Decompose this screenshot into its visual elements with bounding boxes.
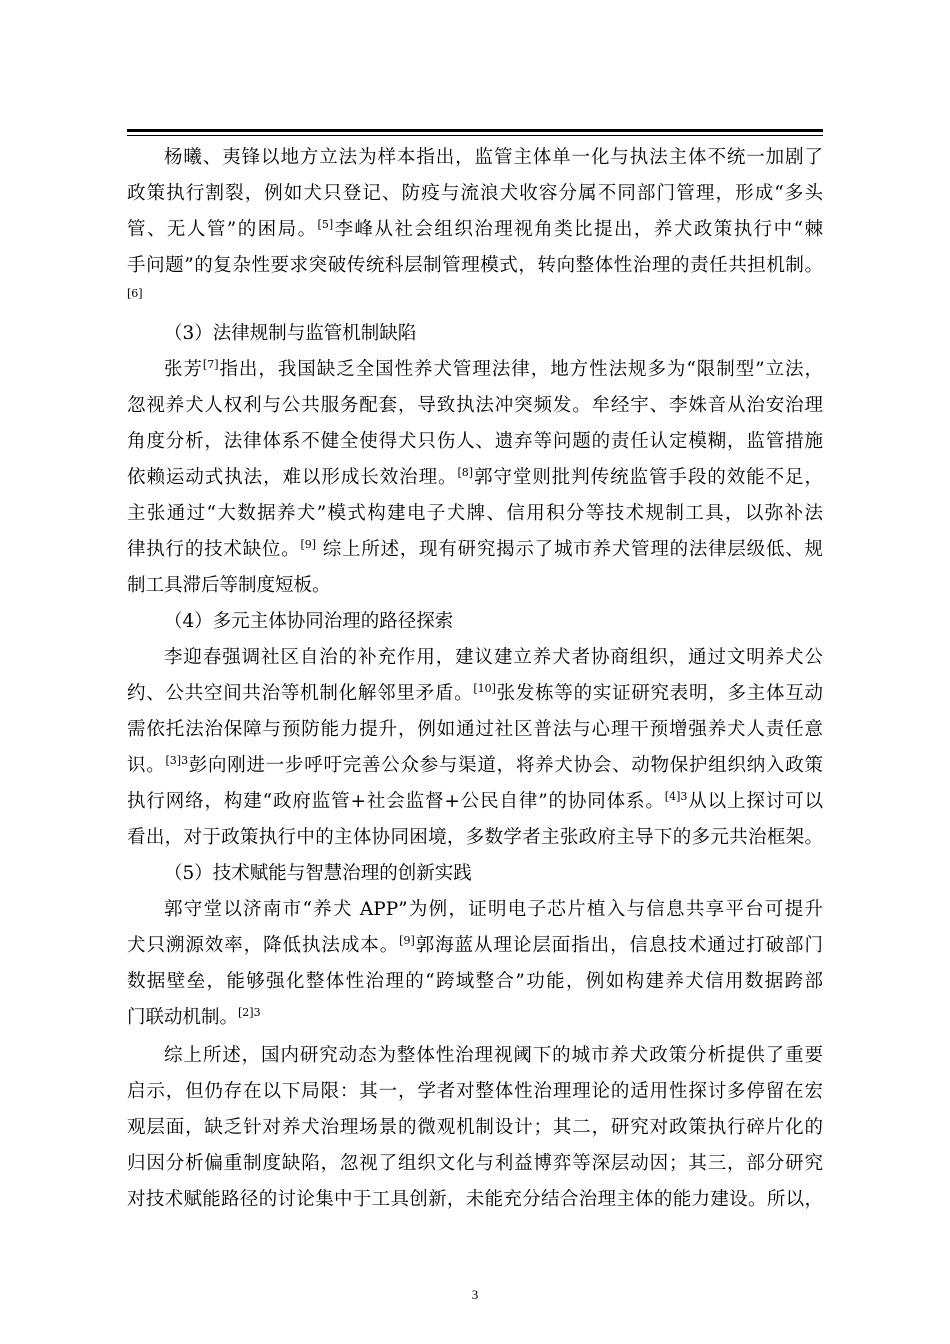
citation-superscript: [2]3 <box>238 1006 261 1019</box>
line-text: 识。 <box>127 755 166 776</box>
line-text: 门联动机制。 <box>127 1007 239 1028</box>
line-text: 执行网络，构建“政府监管+社会监督+公民自律”的协同体系。 <box>127 791 665 812</box>
line-text: 指出，我国缺乏全国性养犬管理法律，地方性法规多为“限制型”立法， <box>218 359 823 380</box>
line-text: 看出，对于政策执行中的主体协同困境，多数学者主张政府主导下的多元共治框架。 <box>127 827 823 848</box>
line-text: 政策执行割裂，例如犬只登记、防疫与流浪犬收容分属不同部门管理，形成“多头 <box>127 183 823 204</box>
section-heading-3: （3）法律规制与监管机制缺陷 <box>164 323 417 344</box>
paragraph-line <box>127 641 823 675</box>
header-rule-thick <box>127 129 823 132</box>
line-text: 观层面，缺乏针对养犬治理场景的微观机制设计；其二，研究对政策执行碎片化的 <box>127 1117 823 1138</box>
paragraph-line <box>127 965 823 999</box>
header-rule-thin <box>127 135 823 136</box>
line-text: 张芳 <box>164 359 203 380</box>
citation-superscript: [3]3 <box>165 754 189 767</box>
line-text: 杨曦、夷锋以地方立法为样本指出，监管主体单一化与执法主体不统一加剧了 <box>164 147 823 168</box>
line-text: 管、无人管”的困局。 <box>127 219 318 240</box>
line-text: 郭守堂则批判传统监管手段的效能不足， <box>473 467 823 488</box>
paragraph-line <box>127 713 823 747</box>
citation-superscript: [9] <box>300 538 317 551</box>
paragraph-line <box>127 1075 823 1109</box>
line-text: 依赖运动式执法，难以形成长效治理。 <box>127 467 458 488</box>
section-heading-5: （5）技术赋能与智慧治理的创新实践 <box>164 863 472 884</box>
line-text: 角度分析，法律体系不健全使得犬只伤人、遗弃等问题的责任认定模糊，监管措施 <box>127 431 823 452</box>
paragraph-line <box>127 1183 823 1217</box>
citation-superscript: [7] <box>202 358 219 371</box>
paragraph-line <box>127 249 823 283</box>
line-text: 制工具滞后等制度短板。 <box>127 575 331 596</box>
paragraph-line <box>127 749 823 783</box>
paragraph-line <box>127 425 823 459</box>
line-text: 忽视养犬人权利与公共服务配套，导致执法冲突频发。牟经宇、李姝音从治安治理 <box>127 395 823 416</box>
citation-superscript: [5] <box>317 218 334 231</box>
citation-superscript: [9] <box>399 934 415 947</box>
line-text: 郭守堂以济南市“养犬 APP”为例，证明电子芯片植入与信息共享平台可提升 <box>164 899 823 920</box>
paragraph-line <box>127 893 823 927</box>
line-text: 律执行的技术缺位。 <box>127 539 301 560</box>
paragraph-line <box>127 1001 823 1035</box>
paragraph-line <box>127 1039 823 1073</box>
line-text: 李峰从社会组织治理视角类比提出，养犬政策执行中“棘 <box>333 219 823 240</box>
line-text: 数据壁垒，能够强化整体性治理的“跨域整合”功能，例如构建养犬信用数据跨部 <box>127 971 823 992</box>
line-text: 主张通过“大数据养犬”模式构建电子犬牌、信用积分等技术规制工具，以弥补法 <box>127 503 823 524</box>
line-text: 从以上探讨可以 <box>687 791 823 812</box>
paragraph-line <box>127 1111 823 1145</box>
line-text: 启示，但仍存在以下局限：其一，学者对整体性治理理论的适用性探讨多停留在宏 <box>127 1081 823 1102</box>
line-text: 需依托法治保障与预防能力提升，例如通过社区普法与心理干预增强养犬人责任意 <box>127 719 823 740</box>
paragraph-line <box>127 677 823 711</box>
line-text: 郭海蓝从理论层面指出，信息技术通过打破部门 <box>414 935 823 956</box>
line-text: 约、公共空间共治等机制化解邻里矛盾。 <box>127 683 474 704</box>
line-text: 李迎春强调社区自治的补充作用，建议建立养犬者协商组织，通过文明养犬公 <box>164 647 823 668</box>
line-text: 张发栋等的实证研究表明，多主体互动 <box>495 683 823 704</box>
line-text: 综上所述，国内研究动态为整体性治理视阈下的城市养犬政策分析提供了重要 <box>164 1045 823 1066</box>
citation-superscript: [8] <box>457 466 474 479</box>
citation-superscript: [10] <box>473 682 496 695</box>
paragraph-line <box>127 353 823 387</box>
paragraph-line <box>127 213 823 247</box>
section-heading-4: （4）多元主体协同治理的路径探索 <box>164 611 454 632</box>
line-text: 手问题”的复杂性要求突破传统科层制管理模式，转向整体性治理的责任共担机制。 <box>127 255 823 276</box>
paragraph-line <box>127 141 823 175</box>
line-text: 犬只溯源效率，降低执法成本。 <box>127 935 400 956</box>
paragraph-line <box>127 569 823 603</box>
paragraph-line <box>127 389 823 423</box>
paragraph-line <box>127 461 823 495</box>
paragraph-line <box>127 821 823 855</box>
line-text: 综上所述，现有研究揭示了城市养犬管理的法律层级低、规 <box>316 539 823 560</box>
citation-trailing: [6] <box>127 287 143 300</box>
paragraph-line <box>127 929 823 963</box>
line-text: 彭向刚进一步呼吁完善公众参与渠道，将养犬协会、动物保护组织纳入政策 <box>188 755 823 776</box>
paragraph-line <box>127 1147 823 1181</box>
citation-superscript: [4]3 <box>664 790 688 803</box>
line-text: 归因分析偏重制度缺陷，忽视了组织文化与利益博弈等深层动因；其三，部分研究 <box>127 1153 823 1174</box>
paragraph-line <box>127 785 823 819</box>
paragraph-line <box>127 533 823 567</box>
line-text: 对技术赋能路径的讨论集中于工具创新，未能充分结合治理主体的能力建设。所以， <box>127 1189 823 1210</box>
paragraph-line <box>127 177 823 211</box>
page-number: 3 <box>471 1287 479 1302</box>
paragraph-line <box>127 497 823 531</box>
